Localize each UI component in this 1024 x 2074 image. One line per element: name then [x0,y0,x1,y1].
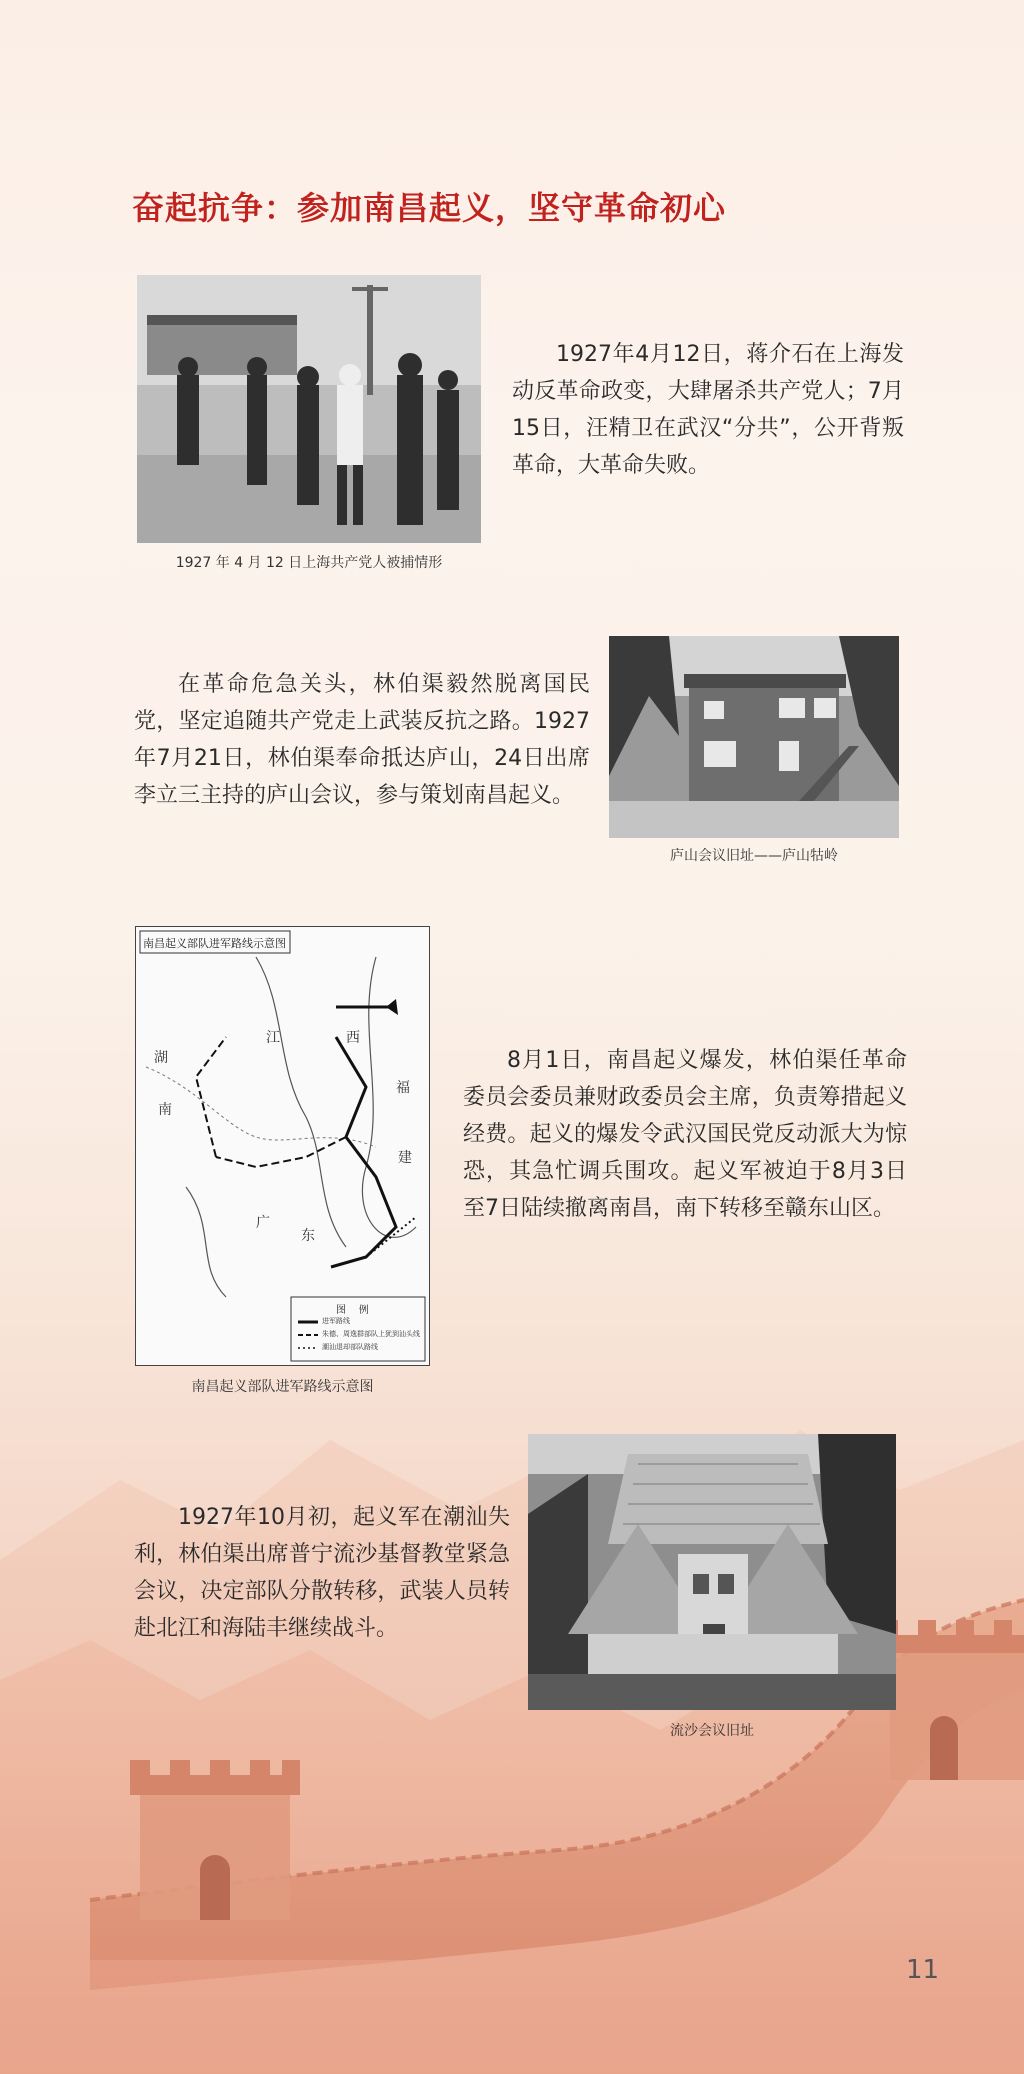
map-legend-item: 进军路线 [322,1317,350,1325]
arrest-photo [137,275,481,543]
paragraph: 8月1日，南昌起义爆发，林伯渠任革命委员会委员兼财政委员会主席，负责筹措起义经费。起义的爆发令武汉国民党反动派大为惊恐，其急忙调兵围攻。起义军被迫于8月3日至7日陆续撤离南昌，南下转移至赣东山区。 [463,1048,907,1221]
map-province-label: 南 [158,1102,172,1118]
photo-caption: 1927 年 4 月 12 日上海共产党人被捕情形 [175,555,443,571]
photo-caption: 流沙会议旧址 [670,1723,754,1739]
map-province-label: 福 [396,1080,410,1096]
map-legend-item: 朱德、周逸群部队上犹到汕头线 [322,1330,420,1338]
map-legend-item: 潮汕退却部队路线 [322,1343,378,1351]
liusha-meeting-photo [528,1434,896,1710]
map-caption: 南昌起义部队进军路线示意图 [191,1379,374,1395]
march-route-map [135,926,430,1366]
map-province-label: 西 [346,1030,360,1046]
map-province-label: 广 [256,1215,270,1231]
map-province-label: 江 [266,1030,280,1046]
map-province-label: 湖 [154,1050,168,1066]
map-title: 南昌起义部队进军路线示意图 [143,937,286,950]
map-legend-title: 图 例 [336,1305,369,1316]
paragraph: 1927年10月初，起义军在潮汕失利，林伯渠出席普宁流沙基督教堂紧急会议，决定部队分散转移，武装人员转赴北江和海陆丰继续战斗。 [134,1505,510,1641]
lushan-meeting-photo [609,636,899,838]
map-province-label: 东 [301,1228,315,1244]
photo-caption: 庐山会议旧址——庐山牯岭 [670,848,838,864]
paragraph: 1927年4月12日，蒋介石在上海发动反革命政变，大肆屠杀共产党人；7月15日，汪精卫在武汉“分共”，公开背叛革命，大革命失败。 [512,342,904,478]
page-number: 11 [906,1955,940,1985]
map-province-label: 建 [398,1150,412,1166]
paragraph: 在革命危急关头，林伯渠毅然脱离国民党，坚定追随共产党走上武装反抗之路。1927年7月21日，林伯渠奉命抵达庐山，24日出席李立三主持的庐山会议，参与策划南昌起义。 [134,672,590,808]
section-heading: 奋起抗争：参加南昌起义，坚守革命初心 [132,189,727,227]
